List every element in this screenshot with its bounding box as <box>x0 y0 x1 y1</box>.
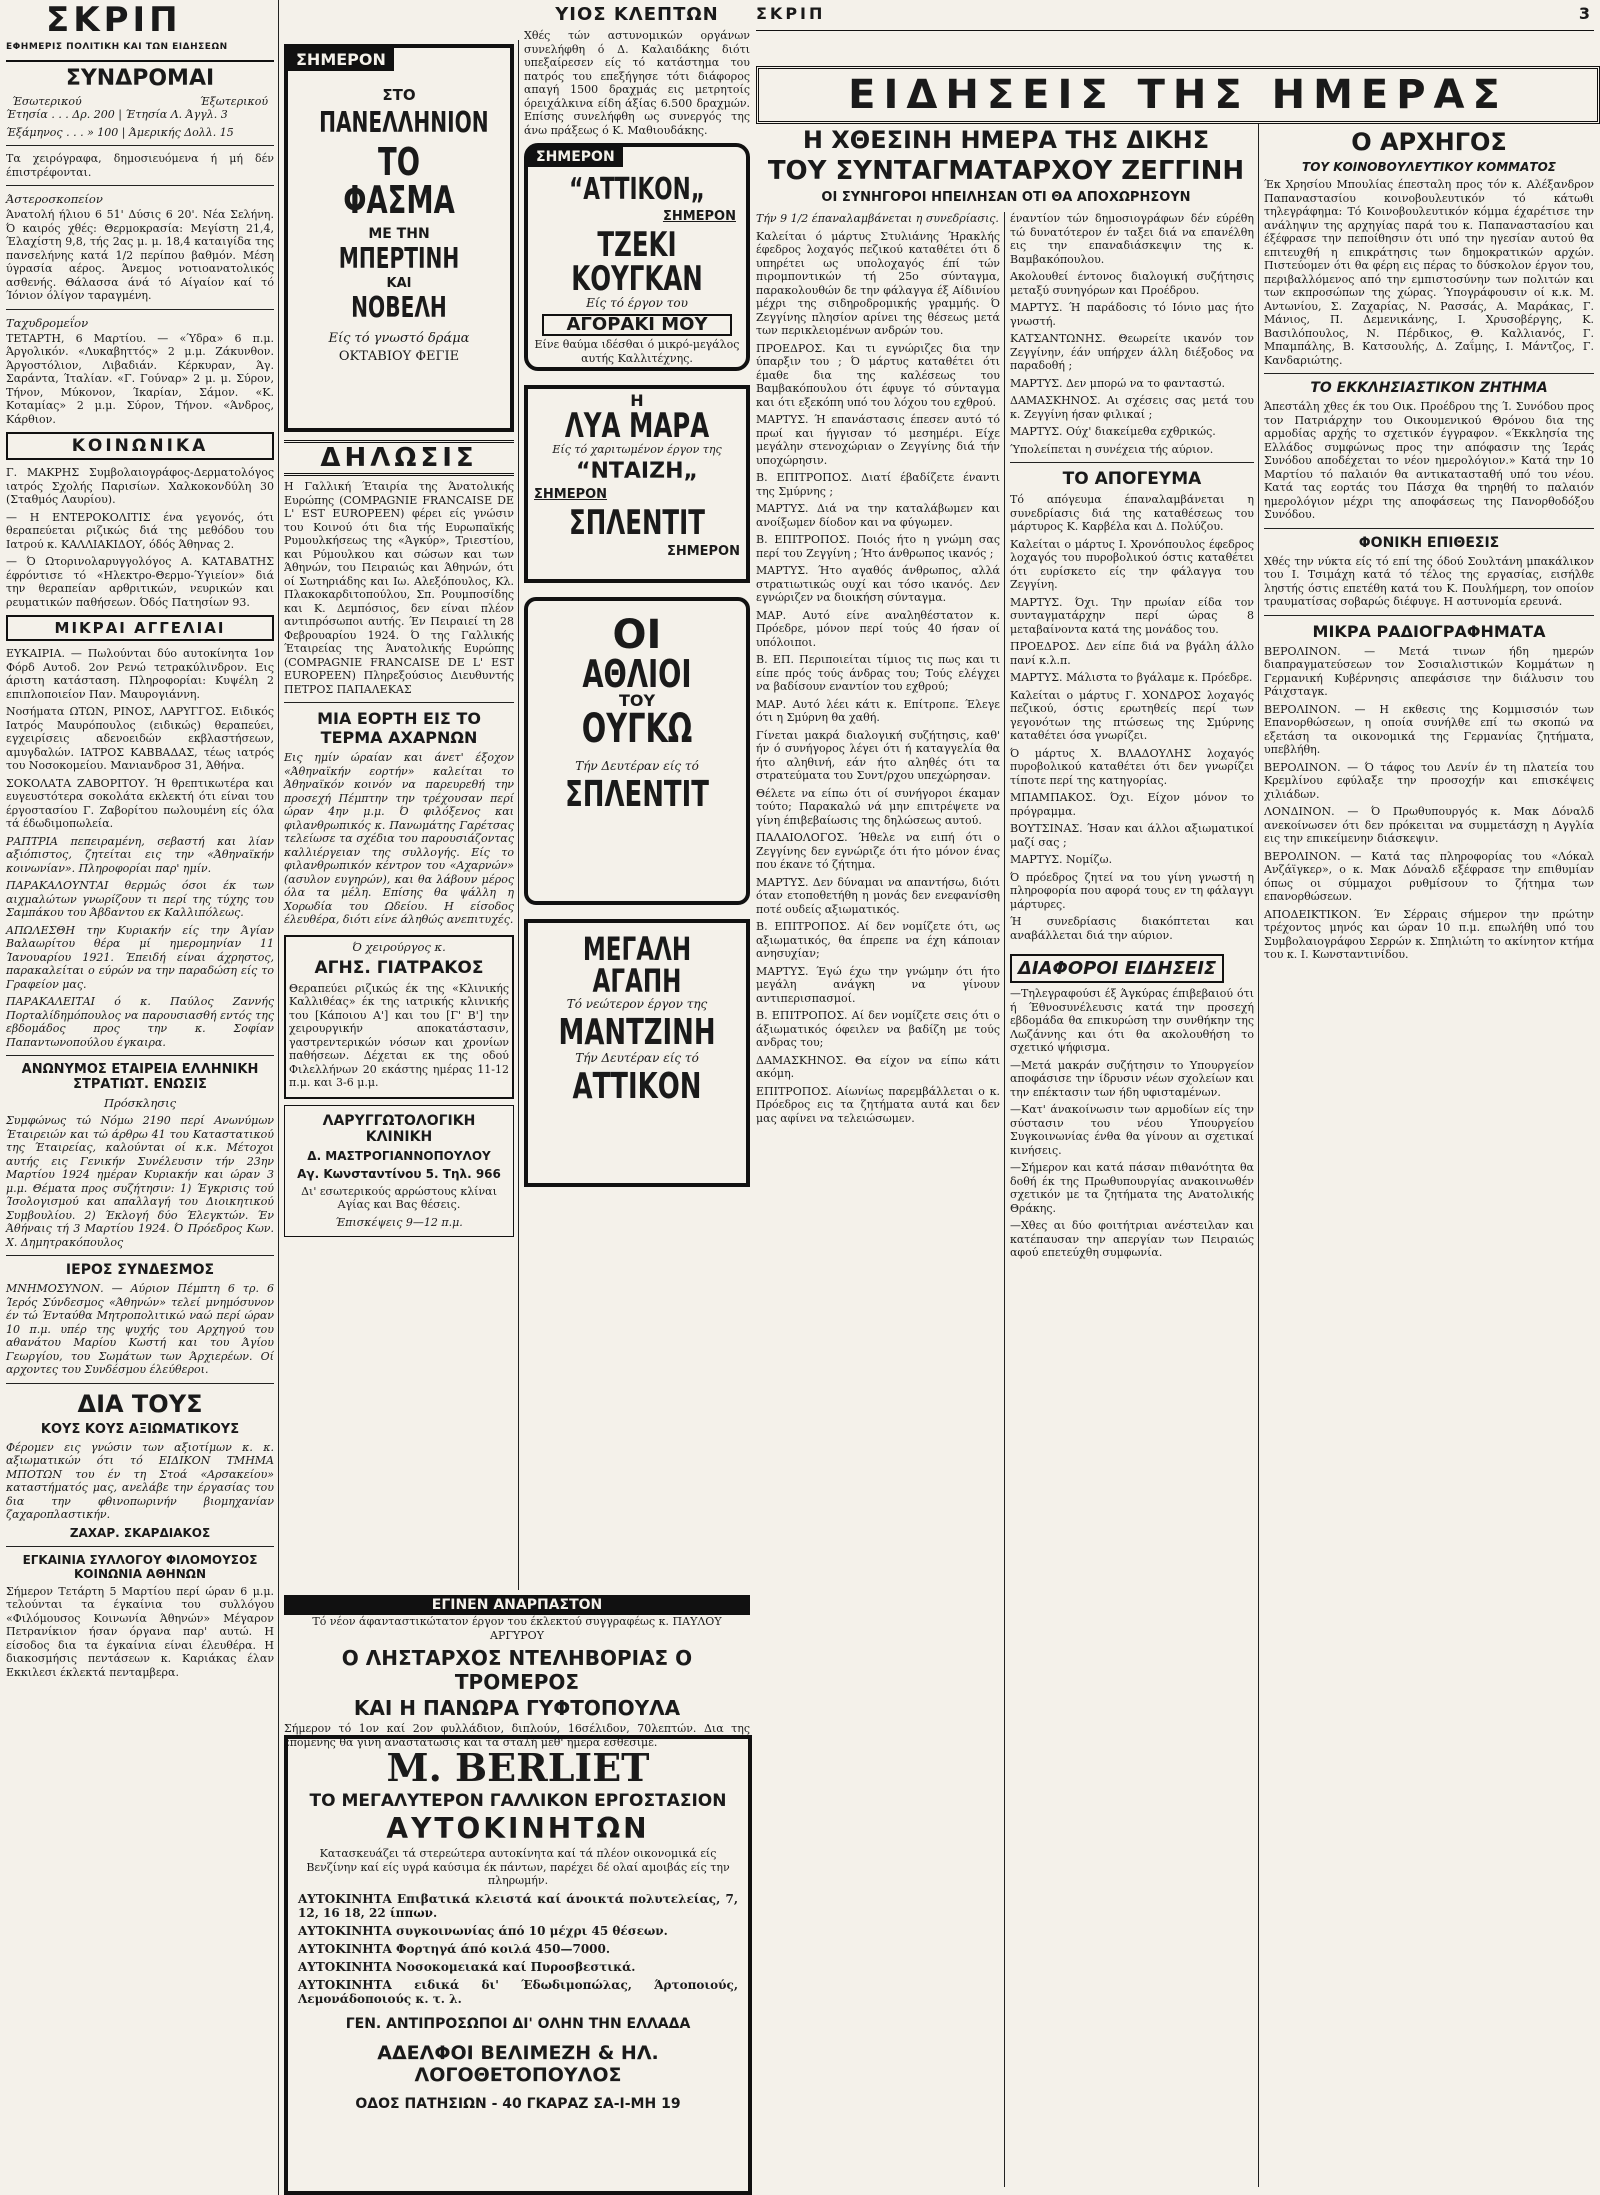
paper-slogan: ΕΦΗΜΕΡΙΣ ΠΟΛΙΤΙΚΗ ΚΑΙ ΤΩΝ ΕΙΔΗΣΕΩΝ <box>6 42 228 52</box>
announcement-title: ΔΗΛΩΣΙΣ <box>284 440 514 476</box>
trial-article <box>756 124 1256 209</box>
clinic-doctor: Δ. ΜΑΣΤΡΟΓΙΑΝΝΟΠΟΥΛΟΥ <box>307 1148 491 1163</box>
divider <box>1264 615 1594 616</box>
radio-item: ΒΕΡΟΛΙΝΟΝ. — Κατά τας πληροφορίας του «Λόκαλ Ανζάϊγκερ», ο κ. Μακ Δόναλδ εξέφρασε την επιθυμίαν όπως οι σύμμαχοι ρυθμίσουν το ζήτημα των επανορθώσεων. <box>1264 849 1594 903</box>
doctor1-text: Θεραπεύει ριζικώς έκ της «Κλινικής Καλλιθέας» έκ της ιατρικής κλινικής του [Κάποιου Α'] και του [Γ' Β'] την χειρουργικήν αποκατάστασιν, γαστρεντερικών νόσων και χρονίων παθήσεων. Δέχεται εκ της οδού Φιλελλήνων 20 εκάστης ημέρας 11-12 π.μ. και 3-6 μ.μ. <box>289 981 509 1089</box>
classifieds-header-box <box>6 615 274 641</box>
trial-paragraph: ΜΑΡΤΥΣ. Διά να την καταλάβωμεν και ανοίξωμεν δίοδον και να φύγωμεν. <box>756 502 1000 529</box>
top-paper-name: ΣΚΡΙΠ <box>756 4 826 23</box>
splendid2-note: Τήν Δευτέραν είς τό <box>575 759 699 773</box>
masthead <box>6 0 274 62</box>
trial-paragraph: ΠΡΟΕΔΡΟΣ. Και τι εγνώριζες δια την ύπαρξιν του ; Ό μάρτυς καταθέτει ότι έμαθε δια της καλέσεως του Βαμβακόπουλου ότι έφυγε τό σύνταγμα και ότι εξεκόπη υπό του λόχου του εχθρού. <box>756 341 1000 409</box>
afternoon-paragraph: ΜΑΡΤΥΣ. Όχι. Την πρωίαν είδα τον συνταγματάρχην περί ώρας 8 μεταβαίνοντα κατά της μονάδος του. <box>1010 595 1254 636</box>
attikon1-ad <box>524 143 750 371</box>
radio-item: ΒΕΡΟΛΙΝΟΝ. — Η εκθεσις της Κομμισσιόν των Επανορθώσεων, η οποία συνήλθε επί τω σκοπώ να εξετάση τα οικονομικά της Γερμανίας ζητήματα, υπεβλήθη. <box>1264 702 1594 756</box>
classified-item: ΠΑΡΑΚΑΛΕΙΤΑΙ ό κ. Παύλος Ζαννής Πορταλίδημόπουλος να παρουσιασθή εντός της εβδομάδος προς την κ. Σοφίαν Παπαντωνοπούλου έγκαιρα. <box>6 995 274 1049</box>
divider <box>1010 462 1254 463</box>
dia-tous-title: ΔΙΑ ΤΟΥΣ <box>77 1389 203 1418</box>
novel-title-2: ΚΑΙ Η ΠΑΝΩΡΑ ΓΥΦΤΟΠΟΥΛΑ <box>353 1696 681 1720</box>
splendid1-ad <box>524 385 750 583</box>
afternoon-paragraph: ΠΡΟΕΔΡΟΣ. Δεν είπε διά να βγάλη άλλο πανί κ.λ.π. <box>1010 640 1254 667</box>
divider <box>6 145 274 146</box>
afternoon-paragraph: ΜΑΡΤΥΣ. Νομίζω. <box>1010 853 1113 866</box>
column-rule <box>518 40 519 1590</box>
clinic-address: Αγ. Κωνσταντίνου 5. Τηλ. 966 <box>297 1166 501 1181</box>
doctor1-label: Ό χειρούργος κ. <box>352 939 446 954</box>
attikon2-line2 <box>528 962 746 1000</box>
panellinion-theatre <box>288 106 510 139</box>
splendid2-theatre-name: ΣΠΛΕΝΤΙΤ <box>565 774 709 815</box>
thieves-title: ΥΙΟΣ ΚΛΕΠΤΩΝ <box>555 4 719 25</box>
festival-text: Εις ημίν ώραίαν και άνετ' έξοχον «Άθηναϊκήν εορτήν» καλείται το Άθηναϊκόν κοινόν να παρευρεθή την προσεχή Πέμπτην την τρέχουσαν περί ώραν 4ην μ.μ. Ό φιλόξενος και φιλανθρωπικός κ. Πανωμάτης Γαρέτσας τελείωσε τα σχέδια του παρουσιάζοντας καλλιέργειαν της συλλογής. Είς το φιλανθρωπικόν κέντρον του «Αχαρνών» (ασυλον ευγηρών), και θα λάβουν μέρος όλα τα μέλη. Επίσης θα ψάλλη η Χορωδία του Ωδείου. Η είσοδος έλευθέρα, διότι είνε άληθώς ανεπιτυχές. <box>284 751 514 926</box>
trial-title-1: Η ΧΘΕΣΙΝΗ ΗΜΕΡΑ ΤΗΣ ΔΙΚΗΣ <box>802 126 1210 154</box>
panellinion-star2 <box>288 291 510 324</box>
trial-paragraph: ΜΑΡΤΥΣ. Δεν μπορώ να το φανταστώ. <box>1010 376 1225 390</box>
subscriptions-title: ΣΥΝΔΡΟΜΑΙ <box>65 66 215 91</box>
trial-paragraph: ΜΑΡΤΥΣ. Δεν δύναμαι να απαντήσω, διότι όταν ετοποθετήθη η μονάς δεν ενεφανίσθη ποτέ ουδείς αξιωματικός. <box>756 875 1000 916</box>
top-strip <box>756 0 1594 31</box>
classified-item: ΡΑΠΤΡΙΑ πεπειραμένη, σεβαστή και λίαν αξιόπιστος, ζητείται εις την «Άθηναϊκήν κοινωνίαν». Πληροφορίαι παρ' ημίν. <box>6 834 274 875</box>
dia-tous-text: Φέρομεν εις γνώσιν των αξιοτίμων κ. κ. αξιωματικών ότι τό ΕΙΔΙΚΟΝ ΤΜΗΜΑ ΜΠΟΤΩΝ του έν τη Στοά «Αρσακείου» καταστήματός μας, ανελάβε την έργασίας του δια την φθινοπωρινήν βιομηχανίαν ζαχαροπλαστικήν. <box>6 1440 274 1521</box>
festival-title: ΜΙΑ ΕΟΡΤΗ ΕΙΣ ΤΟ ΤΕΡΜΑ ΑΧΑΡΝΩΝ <box>317 709 481 747</box>
afternoon-paragraph: Καλείται ο μάρτυς Ι. Χρονόπουλος έφεδρος λοχαγός του πυροβολικού όστις καταθέτει ότι ευρίσκετο είς την φάλαγγα του Ζεγγίνη. <box>1010 537 1254 591</box>
berliet-address: ΟΔΟΣ ΠΑΤΗΣΙΩΝ - 40 ΓΚΑΡΑΖ ΣΑ-Ι-ΜΗ 19 <box>355 2095 681 2112</box>
column-2 <box>284 0 514 1237</box>
splendid1-film-title: ΛΥΑ ΜΑΡΑ <box>564 406 710 446</box>
church-title: ΤΟ ΕΚΚΛΗΣΙΑΣΤΙΚΟΝ ΖΗΤΗΜΑ <box>1310 380 1548 396</box>
trial-paragraph: ΠΑΛΑΙΟΛΟΓΟΣ. Ήθελε να ειπή ότι ο Ζεγγίνης δεν εγνώριζε ότι ήτο μόνον ένας που έκανε τό ζήτημα. <box>756 831 1000 871</box>
splendid1-today2: ΣΗΜΕΡΟΝ <box>666 544 740 559</box>
attikon2-line2-text: ΑΓΑΠΗ <box>592 962 682 1000</box>
radio-item: ΒΕΡΟΛΙΝΟΝ. — Μετά τινων ήδη ημερών διαπραγματεύσεων τον Σοσιαλιστικών Κομμάτων η Γερμανική Κυβέρνησις απεφάσισε την διάλυσιν του Ράιχσταγκ. <box>1264 644 1594 698</box>
divider <box>284 702 514 703</box>
panellinion-at: ΣΤΟ <box>382 86 416 104</box>
company-subtitle: Πρόσκλησις <box>103 1096 177 1110</box>
splendid2-line2-text: ΑΘΛΙΟΙ <box>582 652 692 696</box>
subscriptions-row-2: Έξάμηνος . . . » 100 | Άμερικής Δολλ. 15 <box>6 125 234 139</box>
panellinion-theatre-name: ΠΑΝΕΛΛΗΝΙΟΝ <box>319 106 489 139</box>
post-text: ΤΕΤΑΡΤΗ, 6 Μαρτίου. — «Ύδρα» 6 π.μ. Άργολικόν. «Λυκαβηττός» 2 μ.μ. Ζάκυνθον. Άργοστόλιον, Λιβαδιάν. Κέρκυραν, Άγ. Σαράντα, Ίταλίαν. «Γ. Γούναρ» 2 μ. μ. Σύρον, Τήνον, Μύκονον, Ίκαρίαν, Σάμον. «Κ. Κοταμίας» 2 μ.μ. Σύρον, Τήνον. «Άνδρος, Κάρθιον. <box>6 331 274 426</box>
divider <box>6 1383 274 1384</box>
trial-paragraph: ΕΠΙΤΡΟΠΟΣ. Αίωνίως παρεμβάλλεται ο κ. Πρόεδρος εις τα ζητήματα αυτά και δεν μας αφίνει να τελειώσωμεν. <box>756 1084 1000 1125</box>
berliet-product: ΑΥΤΟΚΙΝΗΤΩΝ <box>386 1812 650 1845</box>
divider <box>1264 373 1594 374</box>
berliet-line: ΑΥΤΟΚΙΝΗΤΑ Επιβατικά κλειστά καί άνοικτά πολυτελείας, 7, 12, 16 18, 22 ίππων. <box>298 1891 738 1920</box>
panellinion-note: Είς τό γνωστό δράμα <box>328 331 470 346</box>
news-banner-title: ΕΙΔΗΣΕΙΣ ΤΗΣ ΗΜΕΡΑΣ <box>848 72 1508 118</box>
attikon2-line1 <box>528 930 746 968</box>
classified-item: ΣΟΚΟΛΑΤΑ ΖΑΒΟΡΙΤΟΥ. Ή θρεπτικωτέρα και ευγευστότερα σοκολάτα εκλεκτή ότι είναι του έργοστασίου Γ. Ζαβορίτου πωλουμένη είς όλα τά έδωδιμοπωλεία. <box>6 776 274 830</box>
company-title: ΑΝΩΝΥΜΟΣ ΕΤΑΙΡΕΙΑ ΕΛΛΗΝΙΚΗ ΣΤΡΑΤΙΩΤ. ΕΝΩΣΙΣ <box>21 1062 259 1092</box>
panellinion-with: ΜΕ ΤΗΝ <box>368 226 430 242</box>
splendid2-ad <box>524 597 750 905</box>
column-rule <box>1258 124 1259 2187</box>
attikon2-star-name: ΜΑΝΤΖΙΝΗ <box>558 1012 716 1053</box>
subscriptions-abroad: Έξωτερικού <box>199 95 268 108</box>
attikon1-today2: ΣΗΜΕΡΟΝ <box>662 209 736 224</box>
berliet-agents: ΑΔΕΛΦΟΙ ΒΕΛΙΜΕΖΗ & ΗΛ. ΛΟΓΟΘΕΤΟΠΟΥΛΟΣ <box>377 2041 659 2086</box>
divider <box>6 1255 274 1256</box>
splendid1-note: Είς τό χαριτωμένον έργον της <box>552 443 722 456</box>
berliet-line: ΑΥΤΟΚΙΝΗΤΑ Νοσοκομειακά καί Πυροσβεστικά. <box>298 1959 636 1974</box>
divider <box>6 1546 274 1547</box>
afternoon-paragraph: Καλείται ο μάρτυς Γ. ΧΟΝΔΡΟΣ λοχαγός πεζικού, όστις ερωτηθείς περί των γεγονότων της πτώσεως της Σμύρνης καταθέτει όσα γνωρίζει. <box>1010 688 1254 742</box>
social-header-box <box>6 432 274 460</box>
social-item: — Η ΕΝΤΕΡΟΚΟΛΙΤΙΣ ένα γεγονός, ότι θεραπεύεται ριζικώς διά της μεθόδου του Ιατρού κ. ΚΑΛΛΙΑΚΙΔΟΥ, όδός Άθηνας 2. <box>6 510 274 551</box>
attikon2-note: Τό νεώτερον έργον της <box>566 997 708 1011</box>
novel-text: Σήμερον τό 1ον καί 2ον φυλλάδιον, διπλούν, 16σέλιδον, 70λεπτών. Δια της έπομένης θα γίνη άναστάτωσις και τα σταλή μεθ' ημέρα έσθεσιμε. <box>284 1722 750 1749</box>
trial-paragraph: ΜΑΡ. Αυτό είνε αναληθέστατον κ. Πρόεδρε, μόνον περί τούς 40 ήσαν οί υπόλοιποι. <box>756 608 1000 649</box>
misc-title: ΔΙΑΦΟΡΟΙ ΕΙΔΗΣΕΙΣ <box>1018 958 1217 979</box>
berliet-line: ΑΥΤΟΚΙΝΗΤΑ Φορτηγά άπό κοιλά 450—7000. <box>298 1941 611 1956</box>
afternoon-paragraph: ΜΑΡΤΥΣ. Μάλιστα το βγάλαμε κ. Πρόεδρε. <box>1010 671 1253 684</box>
afternoon-paragraph: Ό μάρτυς Χ. ΒΛΑΔΟΥΛΗΣ λοχαγός πυροβολικού καταθέτει ότι δεν γνωρίζει τίποτε περί της κατηγορίας. <box>1010 746 1254 787</box>
column-rule <box>278 0 279 2195</box>
attikon1-today-label: ΣΗΜΕΡΟΝ <box>528 147 623 167</box>
misc-item: —Μετά μακράν συζήτησιν το Υπουργείον αποφάσισε την ίδρυσιν νέων σχολείων και την επέκτασιν των ήδη υφισταμένων. <box>1010 1058 1254 1099</box>
page-number: 3 <box>1578 4 1590 23</box>
clinic-text: Δι' εσωτερικούς αρρώστους κλίναι Αγίας και Βας θέσεις. <box>301 1184 497 1211</box>
trial-column-right <box>1010 212 1254 1264</box>
trial-paragraph: ΜΑΡΤΥΣ. Έγώ έχω την γνώμην ότι ήτο μεγάλη ανάγκη να γίνουν αντιπερισπασμοί. <box>756 964 1000 1005</box>
company-text: Συμφώνως τώ Νόμω 2190 περί Ανωνύμων Έταιρειών και τώ άρθρω 41 του Καταστατικού της Έταιρείας, καλούνται οί κ.κ. Μέτοχοι αυτής εις Γενικήν Συνέλευσιν τήν 23ην Μαρτίου 1924 ημέραν Κυριακήν και ώραν 3 μ.μ. Θέματα προς συζήτησιν: 1) Έγκρισις τού Ίσολογισμού και απαλλαγή του Διοικητικού Συμβουλίου. 2) Έκλογή δύο Έλεγκτών. Έν Άθήναις τή 3 Μαρτίου 1924. Ό Πρόεδρος Κων. Χ. Δημητρακόπουλος <box>6 1114 274 1249</box>
novel-title-1: Ο ΛΗΣΤΑΡΧΟΣ ΝΤΕΛΗΒΟΡΙΑΣ Ο ΤΡΟΜΕΡΟΣ <box>341 1646 693 1694</box>
attikon2-line1-text: ΜΕΓΑΛΗ <box>582 930 692 968</box>
divider <box>6 185 274 186</box>
attikon1-note: Είνε θαύμα ιδέσθαι ό μικρό-μεγάλος αυτής Καλλιτέχνης. <box>534 338 740 365</box>
trial-paragraph: Ύπολείπεται η συνέχεια τής αύριον. <box>1010 442 1214 456</box>
trial-paragraph: ΚΑΤΣΑΝΤΩΝΗΣ. Θεωρείτε ικανόν τον Ζεγγίνην, έάν υπήρχεν άλλη διέξοδος να παραδοθή ; <box>1010 332 1254 372</box>
splendid1-title2: “ΝΤΑΙΖΗ„ <box>576 459 698 484</box>
attikon1-star-name: ΤΖΕΚΙ ΚΟΥΓΚΑΝ <box>571 225 703 299</box>
attikon2-theatre <box>528 1066 746 1107</box>
novel-banner: ΕΓΙΝΕΝ ΑΝΑΡΠΑΣΤΟΝ <box>284 1595 750 1615</box>
berliet-agents-label: ΓΕΝ. ΑΝΤΙΠΡΟΣΩΠΟΙ ΔΙ' ΟΛΗΝ ΤΗΝ ΕΛΛΑΔΑ <box>345 2015 691 2032</box>
church-text: Άπεστάλη χθες έκ του Οικ. Προέδρου της Ί. Συνόδου προς τον Πατριάρχην του Οικουμενικού Θρόνου δια της αρμοδίας αρχής το σχετικόν έγγραφον. «Έκκλησία της Ελλάδος συμφώνως προς την απόφασιν της Ίεράς Συνόδου αποδέχεται το νέον ημερολόγιον.» Κατά την 10 Μαρτίου τό παλαιόν θα αντικατασταθή υπό του νέου. Κατά τας εορτάς του Πάσχα θα τηρηθή το παλαιόν ημερολόγιον μέχρι της αποφάσεως της Πανορθοδόξου Συνόδου. <box>1264 400 1594 521</box>
berliet-brand: M. BERLIET <box>386 1745 650 1790</box>
trial-paragraph: Ακολουθεί έντονος διαλογική συζήτησις μεταξύ συνηγόρων και Προέδρου. <box>1010 270 1254 297</box>
panellinion-star1 <box>288 242 510 275</box>
trial-paragraph: Β. ΕΠ. Περιποιείται τίμιος τις πως και τι είπε πρός τούς άνδρας του; Τούς ελέγχει να βαδίσουν εναντίον του εχθρού; <box>756 653 1000 693</box>
splendid1-article: Η <box>630 391 644 410</box>
league-title: ΙΕΡΟΣ ΣΥΝΔΕΣΜΟΣ <box>65 1262 215 1278</box>
social-item: Γ. ΜΑΚΡΗΣ Συμβολαιογράφος-Δερματολόγος ιατρός Σχολής Παρισίων. Χαλκοκονδύλη 30 (Σταθμός Λαυρίου). <box>6 466 274 506</box>
splendid2-theatre <box>528 774 746 815</box>
splendid2-line3: ΤΟΥ <box>618 691 656 710</box>
afternoon-paragraph: Ή συνεδρίασις διακόπτεται και αναβάλλεται διά την αύριον. <box>1010 915 1254 942</box>
afternoon-paragraph: Τό απόγευμα έπαναλαμβάνεται η συνεδρίασις διά της καταθέσεως του μάρτυρος Κ. Καρβέλα και Δ. Πολύζου. <box>1010 493 1254 533</box>
trial-paragraph: Β. ΕΠΙΤΡΟΠΟΣ. Διατί έβαδίζετε έναντι της Σμύρνης ; <box>756 471 1000 498</box>
misc-header-box <box>1010 954 1224 983</box>
splendid1-theatre <box>528 503 746 543</box>
doctor1-box <box>284 935 514 1099</box>
trial-subtitle: ΟΙ ΣΥΝΗΓΟΡΟΙ ΗΠΕΙΛΗΣΑΝ ΟΤΙ ΘΑ ΑΠΟΧΩΡΗΣΟΥΝ <box>821 190 1191 205</box>
trial-paragraph: ΔΑΜΑΣΚΗΝΟΣ. Θα είχον να είπω κάτι ακόμη. <box>756 1053 1000 1080</box>
social-title: ΚΟΙΝΩΝΙΚΑ <box>71 436 209 456</box>
panellinion-today-label: ΣΗΜΕΡΟΝ <box>288 48 394 71</box>
attikon2-ad <box>524 919 750 1187</box>
divider <box>6 309 274 310</box>
leader-subtitle: ΤΟΥ ΚΟΙΝΟΒΟΥΛΕΥΤΙΚΟΥ ΚΟΜΜΑΤΟΣ <box>1302 160 1556 174</box>
radio-item: ΒΕΡΟΛΙΝΟΝ. — Ό τάφος του Λενίν έν τη πλατεία του Κρεμλίνου εφύλαξε την προσοχήν και επισκέψεις χιλιάδων. <box>1264 760 1594 801</box>
afternoon-title: ΤΟ ΑΠΟΓΕΥΜΑ <box>1062 469 1202 489</box>
splendid2-line2 <box>528 652 746 696</box>
trial-paragraph: ΜΑΡΤΥΣ. Ήτο αγαθός άνθρωπος, αλλά στρατιωτικώς ουχί και τόσο ικανός. Δεν εγνώριζεν να διοικήση σύνταγμα. <box>756 564 1000 604</box>
subscriptions-inland: Έσωτερικού <box>12 95 82 108</box>
trial-paragraph: Β. ΕΠΙΤΡΟΠΟΣ. Αί δεν νομίζετε ότι, ως αξιωματικός, θα έπρεπε να έχη κάποιαν ανησυχίαν; <box>756 920 1000 960</box>
divider <box>6 1055 274 1056</box>
panellinion-star1-name: ΜΠΕΡΤΙΝΗ <box>338 242 460 275</box>
attikon1-in: Είς τό έργον του <box>586 296 688 310</box>
trial-paragraph: Β. ΕΠΙΤΡΟΠΟΣ. Αί δεν νομίζετε σεις ότι ο άξιωματικός όφειλεν να βαδίζη με τούς ανδρας του; <box>756 1009 1000 1049</box>
berliet-ad <box>284 1735 752 2195</box>
philomusical-text: Σήμερον Τετάρτη 5 Μαρτίου περί ώραν 6 μ.μ. τελούνται τα έγκαίνια του συλλόγου «Φιλόμουσος Κοινωνία Άθηνών» Μέγαρον Πετρανίκιον ήσαν όργανα παρ' αυτώ. Η είσοδος δια τα έγκαίνια είναι έλευθέρα. Η διακοσμήσις πεντάσεων κ. Καριάκας έλαν Εκκιλεσι έκλεκτά πενταμβερα. <box>6 1584 274 1679</box>
social-item: — Ό Ωτορινολαρυγγολόγος Α. ΚΑΤΑΒΑΤΗΣ έφρόντισε τό «Ηλεκτρο-Θερμο-Ύγιείον» διά την θεραπείαν αρθριτικών, νευρικών και ρευματικών παθήσεων. Όδός Πατησίων 93. <box>6 555 274 609</box>
berliet-lines <box>288 1892 748 2006</box>
trial-paragraph: έναντίον τών δημοσιογράφων δέν εύρέθη τώ δυνατότερον έν ταξει διά να επανέλθη εις την επαναδιάσκεψιν της κ. Βαμβακόπουλου. <box>1010 212 1254 266</box>
panellinion-star2-name: ΝΟΒΕΛΗ <box>351 291 447 324</box>
splendid2-line1: ΟΙ <box>612 612 662 658</box>
dia-tous-signature: ΖΑΧΑΡ. ΣΚΑΡΔΙΑΚΟΣ <box>69 1525 211 1540</box>
classified-item: Νοσήματα ΩΤΩΝ, ΡΙΝΟΣ, ΛΑΡΥΓΓΟΣ. Ειδικός Ιατρός Μαυρόπουλος (ειδικώς) θεραπεύει, εγχειρίσεις αδενοειδών εκβλαστήσεων, αμυγδαλών. ΙΑΤΡΟΣ ΚΑΒΒΑΔΑΣ, τέως ιατρός του Νοσοκομείου. Μανιανδροσ 31, Άθήνα. <box>6 705 274 772</box>
trial-paragraph: ΜΑΡΤΥΣ. Ή παράδοσις τό Ιόνιο μας ήτο γνωστή. <box>1010 301 1254 328</box>
panellinion-author: ΟΚΤΑΒΙΟΥ ΦΕΓΙΕ <box>338 349 460 364</box>
clinic-hours: Έπισκέψεις 9—12 π.μ. <box>335 1215 463 1229</box>
trial-paragraph: Β. ΕΠΙΤΡΟΠΟΣ. Ποιός ήτο η γνώμη σας περί του Ζεγγίνη ; Ήτο άνθρωπος ικανός ; <box>756 533 1000 560</box>
misc-item: —Σήμερον και κατά πάσαν πιθανότητα θα δοθή έκ της Πρωθυπουργίας ανακοινωθέν σχετικόν με τα ζητήματα της Ανατολικής Θράκης. <box>1010 1161 1254 1215</box>
trial-paragraph: Γίνεται μακρά διαλογική συζήτησις, καθ' ήν ό συνήγορος λέγει ότι ή καταγγελία θα ήτο αληθινή, εάν ήτο αληθές ότι τα στρατεύματα του Συντ/ρχου υπεχώρησαν. <box>756 728 1000 782</box>
thieves-text: Χθές τών αστυνομικών οργάνων συνελήφθη ό Δ. Καλαιδάκης διότι υπεξαίρεσεν είς τό κατάστημα του πατρός του επεξήγησε τότι διάφορος απαγή 1500 δραχμάς εις μετρητοίς όρειχάλκινα είδη άξίας 6.500 δραχμών. Επίσης συνελήφθη ως συνεργός της άνω πράξεως ό Κ. Μαθιουδάκης. <box>524 29 750 137</box>
misc-item: —Χθες αι δύο φοιτήτριαι ανέστειλαν και κατέπαυσαν την απεργίαν των Πειραιώς αφού επετεύχθη συμφωνία. <box>1010 1219 1254 1259</box>
subscriptions-header <box>6 95 274 108</box>
trial-paragraph: Τήν 9 1/2 έπαναλαμβάνεται η συνεδρίασις. <box>756 212 999 225</box>
doctor1-name: ΑΓΗΣ. ΓΙΑΤΡΑΚΟΣ <box>314 957 484 978</box>
attikon2-star <box>528 1012 746 1053</box>
astronomy-text: Άνατολή ήλιου 6 51' Δύσις 6 20'. Νέα Σελήνη. Ό καιρός χθές: Θερμοκρασία: Μεγίστη 21,4, Έλαχίστη 9,8, τής 2ας μ. μ. 18,4 καταιγίδα της πανσελήνης κατά 1/2 περίπου βαθμόν. Μέση ύγρασία αέρος. Άνεμος νοτιοανατολικός ασθενής. Θάλασσα άνά τό Αίγαίον καί τό Ίόνιον όλίγον ταραγμένη. <box>6 208 274 302</box>
misc-item: —Τηλεγραφούσι έξ Άγκύρας έπιβεβαιού ότι ή Έθνοσυνέλευσις κατά την προσεχή εβδομάδα θα επικυρώση την συνθήκην της Λωζάννης και ότι θα ακολουθήση το σχετικό ψήφισμα. <box>1010 987 1254 1054</box>
panellinion-film-title: ΤΟ ΦΑΣΜΑ <box>343 140 455 222</box>
post-title: Ταχυδρομεΐον <box>6 315 89 330</box>
trial-paragraph: Θέλετε να είπω ότι οί συνήγοροι έκαμαν τούτο; Παρακαλώ νά μην επιτρέψετε να γίνη έπιβεβαίωσις της δηλώσεως αυτού. <box>756 786 1000 827</box>
splendid1-theatre-name: ΣΠΛΕΝΤΙΤ <box>569 503 705 543</box>
column-rule <box>1004 212 1005 2187</box>
league-text: ΜΝΗΜΟΣΥΝΟΝ. — Αύριον Πέμπτη 6 τρ. 6 Ίερός Σύνδεσμος «Άθηνών» τελεί μνημόσυνον έν τώ Ένταύθα Μητροπολιτικώ ναώ περί ώραν 10 π.μ. υπέρ της ψυχής του Αρχηγού του αθανάτου Μαρίου Κωστή και του Άγίου Γεωργίου, του Σωμάτων των Άρχιερέων. Οί αρχοντες του Συνδέσμου έλεύθεροι. <box>6 1282 274 1376</box>
classifieds-title: ΜΙΚΡΑΙ ΑΓΓΕΛΙΑΙ <box>54 619 226 637</box>
trial-title-2: ΤΟΥ ΣΥΝΤΑΓΜΑΤΑΡΧΟΥ ΖΕΓΓΙΝΗ <box>767 156 1245 186</box>
classified-item: ΕΥΚΑΙΡΙΑ. — Πωλούνται δύο αυτοκίνητα 1ον Φόρδ Αυτοδ. 2ον Ρενώ τετρακύλινδρον. Εις άριστη κατάσταση. Πληροφορίαι: Κυψέλη 2 επιπλοποιείον Παν. Μαυρογιάννη. <box>6 647 274 701</box>
berliet-line: ΑΥΤΟΚΙΝΗΤΑ ειδικά δι' Έδωδιμοπώλας, Άρτοποιούς, Λεμονάδοποιούς κ. τ. λ. <box>298 1977 738 2006</box>
trial-column-left <box>756 212 1000 1129</box>
attikon2-note2: Τήν Δευτέραν είς τό <box>575 1051 699 1065</box>
column-1 <box>6 0 274 1683</box>
leader-text: Έκ Χρησίου Μπουλίας έπεσταλη προς τόν κ. Αλέξανδρον Παπαναστασίου κοινοβουλευτικόν τό κάτωθι τηλεγράφημα: Τό Κοινοβουλευτικόν κόμμα έχαρέτισε την ανάληψιν της αρχηγίας παρά του κ. Παπαναστασίου και έξέφρασε την πεποίθησιν ότι υπό την ηγεσίαν αυτού θα επιτευχθή η επικράτησις των δημοκρατικών αρχών. Πιστεύομεν ότι θα φέρη εις πέρας το δύσκολον έργον του, περιβαλλόμενος από την εμπιστοσύνην των πολιτών και των εκπροσώπων της χώρας. Ύπογράφουσιν οί κ.κ. Μ. Αντωνίου, Σ. Ζαχαρίας, Ν. Ρασσάς, Α. Μαράκας, Γ. Μάνιος, Π. Δεμενικάνης, Ι. Χρυσοβέργης, Κ. Βασιλόπουλος, Ν. Πέρδικος, Θ. Καλλιανός, Γ. Μπαμπάλης, Β. Κατσουλής, Δ. Ζαΐμης, Ι. Μάντζος, Γ. Κανδαριώτης. <box>1264 178 1594 367</box>
splendid1-today: ΣΗΜΕΡΟΝ <box>534 487 608 502</box>
attikon1-film: ΑΓΟΡΑΚΙ ΜΟΥ <box>542 314 732 336</box>
subscriptions-row-1: Έτησία . . . Δρ. 200 | Έτησία Λ. Άγγλ. 3 <box>6 108 228 121</box>
classified-item: ΠΑΡΑΚΑΛΟΥΝΤΑΙ θερμώς όσοι έκ των αιχμαλώτων γνωρίζουν τι περί της τύχης του Σαμπάκου του Άβδαντου εκ Καλλιπόλεως. <box>6 879 274 919</box>
trial-paragraph: ΔΑΜΑΣΚΗΝΟΣ. Αι σχέσεις σας μετά του κ. Ζεγγίνη ήσαν φιλικαί ; <box>1010 394 1254 421</box>
radio-item: ΛΟΝΔΙΝΟΝ. — Ό Πρωθυπουργός κ. Μακ Δόναλδ ανεκοίνωσεν ότι δεν πρόκειται να συμμετάσχη η Αγγλία εις την επικείμενην διάσκεψιν. <box>1264 805 1594 845</box>
paper-name: ΣΚΡΙΠ <box>46 0 182 40</box>
splendid2-line4-text: ΟΥΓΚΩ <box>581 706 693 752</box>
radio-item: ΑΠΟΔΕΙΚΤΙΚΟΝ. Έν Σέρραις σήμερον την πρώτην τρέχοντος μηνός και ώραν 10 π.μ. επωλήθη υπό του Συμβολαιογράφου Σερρών κ. Σπηλιώτη το ακίνητον κτήμα του κ. Ι. Κωνσταντινίδου. <box>1264 907 1594 961</box>
clinic-title: ΛΑΡΥΓΓΩΤΟΛΟΓΙΚΗ ΚΛΙΝΙΚΗ <box>322 1112 476 1145</box>
column-6 <box>1264 124 1594 966</box>
panellinion-and: ΚΑΙ <box>386 276 412 291</box>
trial-paragraph: ΜΑΡΤΥΣ. Ή επανάστασις έπεσεν αυτό τό πρωί και ήγγισαν τό μεσημέρι. Είχε μεγάλην στενοχώριαν ο Ζεγγίνης διά τήν υποχώρησιν. <box>756 413 1000 467</box>
afternoon-paragraph: Ό πρόεδρος ζητεί να του γίνη γνωστή η πληροφορία που αφορά τους εν τη φάλαγγι μάρτυρες. <box>1010 870 1254 911</box>
obituary-text: Χθές την νύκτα είς τό επί της όδού Σουλτάνη μπακάλικον του Ι. Τσιμάχη κατά τό τέλος της εργασίας, εισήλθε ληστής όστις επετέθη κατά του Κ. Πουλήμερη, τον οποίον τραυματίσας σοβαρώς διέφυγε. Η αστυνομία ερευνά. <box>1264 554 1594 608</box>
afternoon-paragraph: ΜΠΑΜΠΑΚΟΣ. Όχι. Είχον μόνον το πρόγραμμα. <box>1010 791 1254 818</box>
trial-paragraph: ΜΑΡ. Αυτό λέει κάτι κ. Επίτροπε. Έλεγε ότι η Σμύρνη θα χαθή. <box>756 697 1000 724</box>
trial-paragraph: Καλείται ό μάρτυς Στυλιάνης Ήρακλής έφεδρος λοχαγός πεζικού καταθέτει ότι δ υπηρέτει ως υπολοχαγός έπί τών πιρομποντικών τή 25ο σύνταγμα, παρακολουθών δε την φάλαγγα έξ Αίδινίου μέχρι της σιδηροδρομικής γραμμής. Ό Ζεγγίνης πλησίον αρίνει της θέσεως μετά των περικλειομένων ανδρών του. <box>756 229 1000 337</box>
news-banner <box>756 66 1600 124</box>
manuscripts-note: Τα χειρόγραφα, δημοσιευόμενα ή μή δέν έπιστρέφονται. <box>6 152 274 179</box>
obituary-title: ΦΟΝΙΚΗ ΕΠΙΘΕΣΙΣ <box>1358 534 1500 551</box>
dia-tous-subtitle: ΚΟΥΣ ΚΟΥΣ ΑΞΙΩΜΑΤΙΚΟΥΣ <box>40 1421 240 1437</box>
divider <box>1264 528 1594 529</box>
berliet-text: Κατασκευάζει τά στερεώτερα αυτοκίνητα καί τά πλέον οικονομικά είς Βενζίνην καί είς υγρά καύσιμα έκ πάντων, παρέχει δέ ολαί αμοιβάς είς την πληρωμήν. <box>306 1847 730 1887</box>
clinic-box <box>284 1105 514 1238</box>
radio-title: ΜΙΚΡΑ ΡΑΔΙΟΓΡΑΦΗΜΑΤΑ <box>1312 621 1546 641</box>
announcement-text: Η Γαλλική Έταιρία της Άνατολικής Ευρώπης (COMPAGNIE FRANCAISE DE L' EST EUROPEEN) φέρει είς γνώσιν του Κοινού ότι δια τής Ευρωπαϊκής Ρυμουλκήσεως της «Άγκύρ», Τριεστίου, και Ρύμουλκου και σώσων και των Άθηνών, του Πειραιώς και Άθηνών, ότι οί Σωτηριάδης και Ιω. Αλεξόπουλος, Κλ. Πλακοκαρδιτοπούλου, Σπ. Ρουμποσίδης και Κ. Δεμπόσιος, δεν είναι πλέον αντιπρόσωποι αυτής. Έν Πειραιεί τη 28 Φεβρουαρίου 1924. Ό της Γαλλικής Έταιρείας της Άνατολικής Ευρώπης (COMPAGNIE FRANCAISE DE L' EST EUROPEEN) Πληρεξούσιος Διευθυντής ΠΕΤΡΟΣ ΠΑΠΑΛΕΚΑΣ <box>284 480 514 696</box>
trial-paragraph: ΜΑΡΤΥΣ. Ούχ' διακείμεθα εχθρικώς. <box>1010 425 1216 438</box>
classified-item: ΑΠΩΛΕΣΘΗ την Κυριακήν είς την Άγίαν Βαλαωρίτου θέρα μί ημερομηνίαν 11 Ίανουαρίου 1921. Έπειδή είναι άχρηστος, παρακαλείται ο εύρών να την παραδώση είς το Γραφείον μας. <box>6 923 274 991</box>
panellinion-film <box>288 140 510 222</box>
splendid2-line4 <box>528 706 746 752</box>
attikon1-theatre-name: “ΑΤΤΙΚΟΝ„ <box>569 172 705 207</box>
attikon1-star <box>528 225 746 299</box>
attikon2-theatre-name: ΑΤΤΙΚΟΝ <box>572 1066 702 1107</box>
misc-item: —Κατ' άνακοίνωσιν των αρμοδίων είς την σύστασιν του νέου Υπουργείου Συγκοινωνίας ένθα θα γίνουν αι σχετικαί κινήσεις. <box>1010 1103 1254 1157</box>
attikon1-theatre <box>528 172 746 207</box>
philomusical-title: ΕΓΚΑΙΝΙΑ ΣΥΛΛΟΓΟΥ ΦΙΛΟΜΟΥΣΟΣ ΚΟΙΝΩΝΙΑ ΑΘΗΝΩΝ <box>22 1552 258 1581</box>
berliet-sub: ΤΟ ΜΕΓΑΛΥΤΕΡΟΝ ΓΑΛΛΙΚΟΝ ΕΡΓΟΣΤΑΣΙΟΝ <box>309 1791 727 1811</box>
splendid1-film <box>528 406 746 446</box>
astronomy-title: Άστεροσκοπείον <box>6 192 103 206</box>
panellinion-ad <box>284 44 514 432</box>
novel-intro: Τό νέον άφανταστικώτατον έργον του έκλεκτού συγγραφέως κ. ΠΑΥΛΟΥ ΑΡΓΥΡΟΥ <box>312 1615 722 1642</box>
berliet-line: ΑΥΤΟΚΙΝΗΤΑ συγκοινωνίας άπό 10 μέχρι 45 θέσεων. <box>298 1923 668 1938</box>
afternoon-paragraph: ΒΟΥΤΣΙΝΑΣ. Ήσαν και άλλοι αξιωματικοί μαζί σας ; <box>1010 822 1254 849</box>
leader-title: Ο ΑΡΧΗΓΟΣ <box>1351 128 1507 156</box>
novel-ad <box>284 1595 750 1753</box>
column-3 <box>524 0 750 1187</box>
